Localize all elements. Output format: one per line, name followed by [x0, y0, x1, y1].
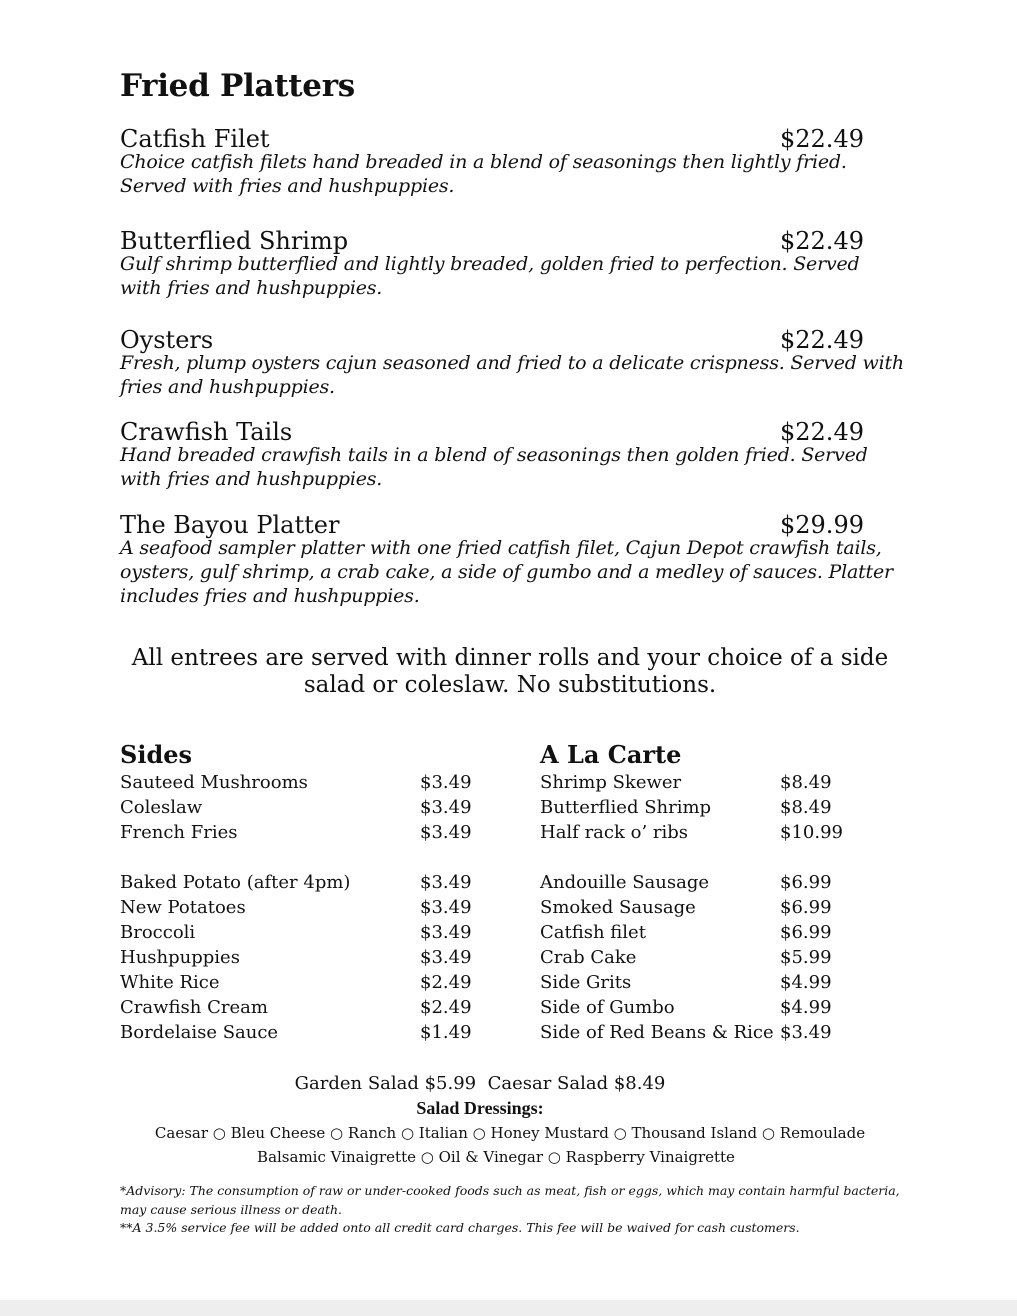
- item-price: $3.49: [780, 1022, 832, 1043]
- platter-price: $22.49: [780, 326, 864, 354]
- item-price: $6.99: [780, 897, 832, 918]
- item-name: Crawfish Cream: [120, 997, 268, 1018]
- item-name: Catfish filet: [540, 922, 646, 943]
- item-name: Crab Cake: [540, 947, 637, 968]
- item-name: Side of Gumbo: [540, 997, 675, 1018]
- list-item: [120, 870, 500, 895]
- platter-name: Catfish Filet: [120, 125, 270, 153]
- item-name: Andouille Sausage: [540, 872, 709, 893]
- list-item: [540, 970, 870, 995]
- list-item: [540, 870, 870, 895]
- item-name: Baked Potato (after 4pm): [120, 872, 351, 893]
- list-item: [120, 945, 500, 970]
- dressings-line: Caesar ○ Bleu Cheese ○ Ranch ○ Italian ○ Honey Mustard ○ Thousand Island ○ Remoulade: [154, 1124, 866, 1142]
- item-price: $1.49: [420, 1022, 472, 1043]
- platter-name: Butterflied Shrimp: [120, 227, 349, 255]
- list-item: [540, 1020, 870, 1045]
- a-la-carte-title: A La Carte: [540, 740, 682, 769]
- list-item: [540, 945, 870, 970]
- entree-notice: All entrees are served with dinner rolls and your choice of a side salad or coleslaw. No substitutions.: [131, 645, 889, 698]
- list-item: [120, 970, 500, 995]
- salad-prices: [0, 1071, 960, 1096]
- platter-price: $22.49: [780, 125, 864, 153]
- item-name: Shrimp Skewer: [540, 772, 682, 793]
- item-price: $6.99: [780, 922, 832, 943]
- platter-item: [120, 325, 904, 399]
- item-price: $3.49: [420, 872, 472, 893]
- item-price: $3.49: [420, 897, 472, 918]
- item-name: Side of Red Beans & Rice: [540, 1022, 774, 1043]
- item-name: Smoked Sausage: [540, 897, 696, 918]
- item-price: $8.49: [780, 797, 832, 818]
- item-price: $8.49: [780, 772, 832, 793]
- service-fee-text: **A 3.5% service fee will be added onto all credit card charges. This fee will be waived for cash customers.: [120, 1220, 800, 1235]
- sides-title: Sides: [120, 740, 193, 769]
- platter-item: [120, 510, 900, 608]
- platter-item: [120, 124, 900, 198]
- list-item: [540, 895, 870, 920]
- advisory-text: *Advisory: The consumption of raw or under-cooked foods such as meat, fish or eggs, which may contain harmful bacteria, may cause serious illness or death.: [120, 1183, 900, 1217]
- item-price: $3.49: [420, 822, 472, 843]
- a-la-carte-column: [540, 740, 870, 1045]
- list-item: [120, 920, 500, 945]
- platter-description: Hand breaded crawfish tails in a blend of seasonings then golden fried. Served with fries and hushpuppies.: [120, 444, 868, 490]
- list-item: [120, 1020, 500, 1045]
- list-item: [540, 770, 870, 795]
- item-name: Broccoli: [120, 922, 196, 943]
- item-price: $5.99: [780, 947, 832, 968]
- item-name: White Rice: [120, 972, 220, 993]
- platter-price: $22.49: [780, 227, 864, 255]
- list-item: [540, 995, 870, 1020]
- platter-description: Gulf shrimp butterflied and lightly breaded, golden fried to perfection. Served with fries and hushpuppies.: [120, 253, 860, 299]
- list-item: [120, 895, 500, 920]
- item-price: $3.49: [420, 922, 472, 943]
- item-price: $10.99: [780, 822, 843, 843]
- item-name: Hushpuppies: [120, 947, 240, 968]
- platter-name: Oysters: [120, 326, 214, 354]
- item-name: Sauteed Mushrooms: [120, 772, 308, 793]
- item-name: French Fries: [120, 822, 238, 843]
- item-name: Butterflied Shrimp: [540, 797, 712, 818]
- item-price: $6.99: [780, 872, 832, 893]
- platter-item: [120, 417, 900, 491]
- advisory-notes: [120, 1182, 910, 1238]
- caesar-salad: Caesar Salad $8.49: [487, 1073, 666, 1094]
- item-name: Side Grits: [540, 972, 632, 993]
- item-price: $2.49: [420, 972, 472, 993]
- item-price: $4.99: [780, 997, 832, 1018]
- garden-salad: Garden Salad $5.99: [294, 1073, 477, 1094]
- sides-column: [120, 740, 500, 1045]
- list-item: [540, 820, 870, 845]
- platter-price: $29.99: [780, 511, 864, 539]
- platter-description: Fresh, plump oysters cajun seasoned and fried to a delicate crispness. Served with fries and hushpuppies.: [120, 352, 904, 398]
- item-price: $2.49: [420, 997, 472, 1018]
- platter-name: The Bayou Platter: [120, 511, 340, 539]
- item-name: New Potatoes: [120, 897, 246, 918]
- page-bottom-edge: [0, 1300, 1017, 1316]
- list-item: [120, 770, 500, 795]
- list-item: [120, 820, 500, 845]
- item-price: $3.49: [420, 947, 472, 968]
- platter-price: $22.49: [780, 418, 864, 446]
- item-price: $3.49: [420, 797, 472, 818]
- section-title: Fried Platters: [120, 68, 355, 104]
- dressings-line: Balsamic Vinaigrette ○ Oil & Vinegar ○ Raspberry Vinaigrette: [257, 1148, 735, 1166]
- dressings-title: Salad Dressings:: [416, 1098, 544, 1118]
- platter-description: A seafood sampler platter with one fried catfish filet, Cajun Depot crawfish tails, oysters, gulf shrimp, a crab cake, a side of gumbo and a medley of sauces. Platter includes fries and hushpuppies.: [120, 537, 893, 607]
- item-name: Bordelaise Sauce: [120, 1022, 279, 1043]
- platter-name: Crawfish Tails: [120, 418, 293, 446]
- list-item: [540, 920, 870, 945]
- platter-item: [120, 226, 900, 300]
- item-name: Half rack o’ ribs: [540, 822, 689, 843]
- list-item: [120, 995, 500, 1020]
- platter-description: Choice catfish filets hand breaded in a blend of seasonings then lightly fried. Served with fries and hushpuppies.: [120, 151, 847, 197]
- item-price: $4.99: [780, 972, 832, 993]
- item-name: Coleslaw: [120, 797, 203, 818]
- list-item: [120, 795, 500, 820]
- list-item: [540, 795, 870, 820]
- item-price: $3.49: [420, 772, 472, 793]
